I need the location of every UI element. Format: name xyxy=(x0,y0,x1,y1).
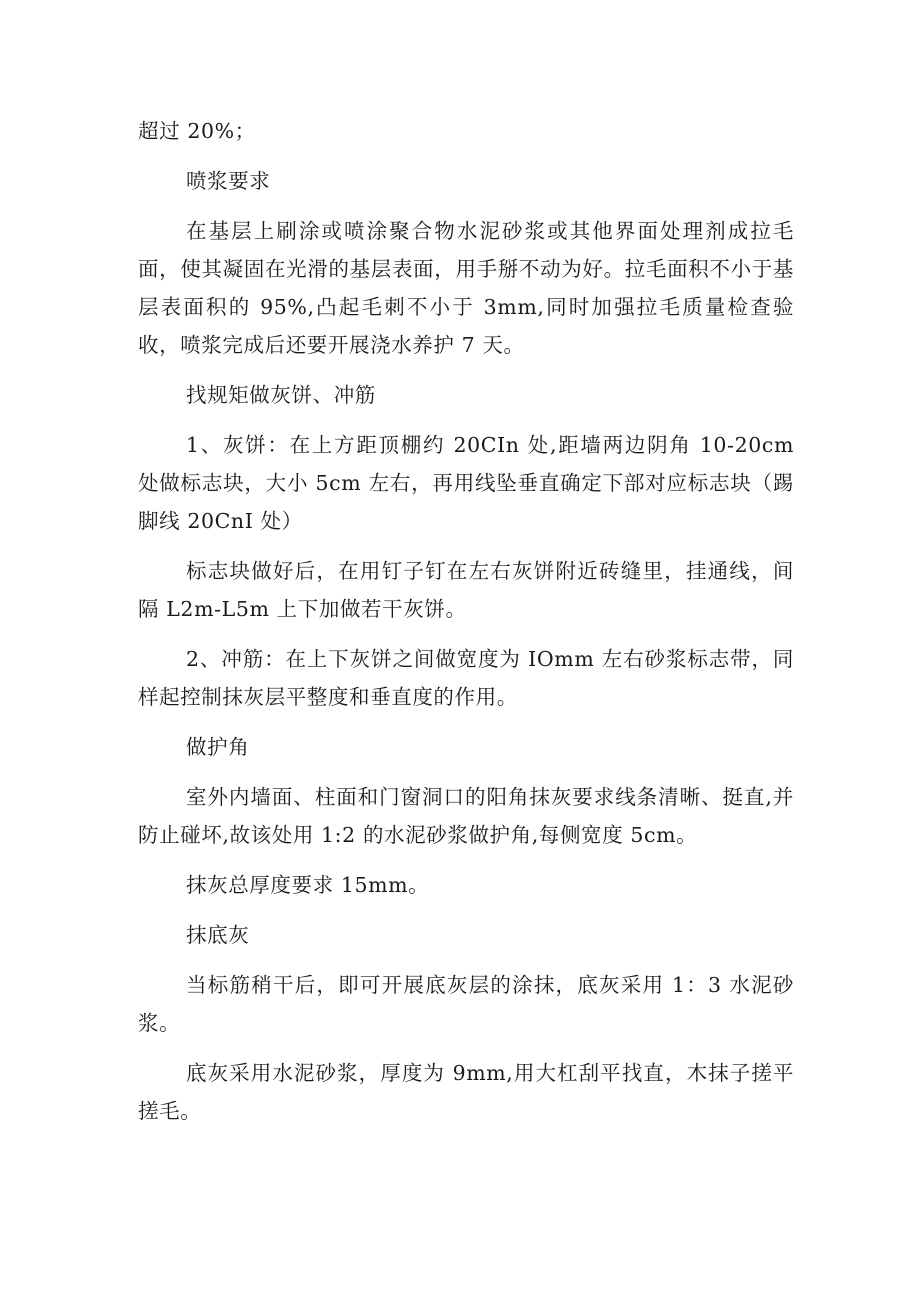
paragraph-base-coat-start: 当标筋稍干后，即可开展底灰层的涂抹，底灰采用 1：3 水泥砂浆。 xyxy=(138,973,794,1035)
paragraph-base-coat-thickness: 底灰采用水泥砂浆，厚度为 9mm,用大杠刮平找直，木抹子搓平搓毛。 xyxy=(138,1061,794,1123)
paragraph-ribs: 2、冲筋：在上下灰饼之间做宽度为 IOmm 左右砂浆标志带，同样起控制抹灰层平整度和垂直度的作用。 xyxy=(138,647,794,709)
paragraph-continuation: 超过 20%； xyxy=(138,119,256,143)
heading-corner-protection: 做护角 xyxy=(186,735,250,759)
paragraph-total-thickness: 抹灰总厚度要求 15mm。 xyxy=(186,873,430,897)
paragraph-spray-details: 在基层上刷涂或喷涂聚合物水泥砂浆或其他界面处理剂成拉毛面，使其凝固在光滑的基层表面，用手掰不动为好。拉毛面积不小于基层表面积的 95%,凸起毛刺不小于 3mm,同时加强拉毛质量检查验收，喷浆完成后还要开展浇水养护 7 天。 xyxy=(138,219,794,357)
paragraph-marker-blocks: 标志块做好后，在用钉子钉在左右灰饼附近砖缝里，挂通线，间隔 L2m-L5m 上下加做若干灰饼。 xyxy=(138,559,794,621)
paragraph-corner-protection: 室外内墙面、柱面和门窗洞口的阳角抹灰要求线条清晰、挺直,并防止碰坏,故该处用 1:2 的水泥砂浆做护角,每侧宽度 5cm。 xyxy=(138,785,794,847)
heading-leveling-cakes-ribs: 找规矩做灰饼、冲筋 xyxy=(186,383,376,407)
paragraph-leveling-cakes: 1、灰饼：在上方距顶棚约 20CIn 处,距墙两边阴角 10-20cm 处做标志块，大小 5cm 左右，再用线坠垂直确定下部对应标志块（踢脚线 20CnI 处） xyxy=(138,433,794,533)
heading-base-coat: 抹底灰 xyxy=(186,923,250,947)
document-body xyxy=(138,112,794,1142)
heading-spray-requirements: 喷浆要求 xyxy=(186,169,271,193)
